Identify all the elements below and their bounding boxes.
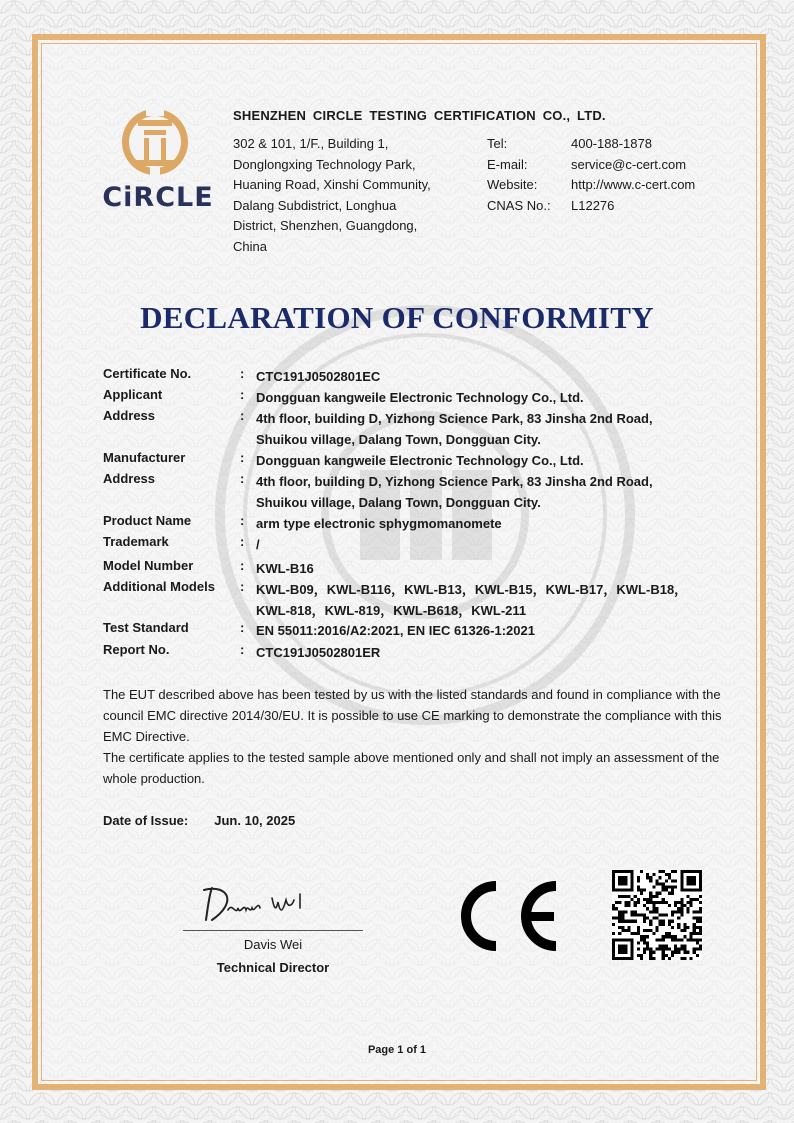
field-applicant-address	[103, 408, 653, 450]
field-product-name	[103, 513, 502, 534]
address-line: District, Shenzhen, Guangdong,	[233, 218, 418, 234]
field-label: Test Standard	[103, 620, 189, 635]
field-certificate-no	[103, 366, 380, 387]
field-value-line: EN 55011:2016/A2:2021, EN IEC 61326-1:2021	[256, 623, 535, 638]
field-label: Certificate No.	[103, 366, 192, 381]
contact-label: Tel:	[487, 136, 508, 151]
signatory-name: Davis Wei	[243, 937, 303, 952]
field-label: Manufacturer	[103, 450, 186, 465]
ce-mark-icon	[452, 880, 564, 952]
date-label: Date of Issue:	[103, 813, 189, 828]
field-label: Report No.	[103, 642, 170, 657]
field-value-line: Dongguan kangweile Electronic Technology Co., Ltd.	[256, 390, 584, 405]
field-model-number	[103, 558, 314, 579]
field-value-line: CTC191J0502801ER	[256, 645, 381, 660]
field-value-line: /	[256, 537, 260, 552]
qr-code-icon[interactable]	[612, 870, 702, 960]
compliance-statement: The EUT described above has been tested by us with the listed standards and found in compliance with the council EMC directive 2014/30/EU. It is possible to use CE marking to demonstrate the compliance with this EMC Directive.	[103, 687, 722, 744]
field-colon: :	[240, 366, 245, 381]
field-value-line: Shuikou village, Dalang Town, Dongguan City.	[256, 432, 541, 447]
field-value-line: KWL-B09，KWL-B116，KWL-B13，KWL-B15，KWL-B17，KWL-B18，	[256, 582, 688, 597]
contact-label: E-mail:	[487, 156, 528, 172]
date-value: Jun. 10, 2025	[214, 813, 296, 828]
field-value	[256, 620, 535, 641]
field-value-line: 4th floor, building D, Yizhong Science Park, 83 Jinsha 2nd Road,	[256, 411, 653, 426]
contact-email	[487, 155, 695, 176]
field-value-line: KWL-818，KWL-819，KWL-B618，KWL-211	[256, 603, 527, 618]
field-colon: :	[240, 579, 245, 594]
field-value	[256, 513, 502, 534]
field-value-line: Dongguan kangweile Electronic Technology Co., Ltd.	[256, 453, 584, 468]
field-colon: :	[240, 642, 245, 657]
field-colon: :	[240, 620, 245, 635]
field-label: Additional Models	[103, 579, 215, 594]
field-colon: :	[240, 408, 245, 423]
field-label: Address	[103, 408, 156, 423]
field-label: Model Number	[103, 558, 194, 573]
field-colon: :	[240, 387, 245, 402]
field-value-line: Shuikou village, Dalang Town, Dongguan City.	[256, 495, 541, 510]
document-title: DECLARATION OF CONFORMITY	[140, 300, 654, 335]
signature	[198, 880, 318, 928]
contact-tel	[487, 134, 695, 155]
date-of-issue	[103, 813, 295, 828]
field-colon: :	[240, 558, 245, 573]
address-line: China	[233, 238, 267, 254]
field-trademark	[103, 534, 260, 555]
field-value	[256, 471, 653, 513]
signature-line	[183, 930, 363, 931]
field-value-line: CTC191J0502801EC	[256, 369, 381, 384]
field-value	[256, 408, 653, 450]
address-line: Dalang Subdistrict, Longhua	[233, 197, 397, 213]
field-value	[256, 387, 584, 408]
logo-wordmark: CiRCLE	[102, 182, 214, 213]
company-logo	[98, 106, 218, 216]
contact-value: service@c-cert.com	[571, 156, 687, 172]
address-line: 302 & 101, 1/F., Building 1,	[233, 136, 389, 151]
company-contact	[487, 134, 695, 216]
field-report-no	[103, 642, 380, 663]
address-line: Huaning Road, Xinshi Community,	[233, 177, 431, 193]
field-value-line: KWL-B16	[256, 561, 314, 576]
field-value	[256, 642, 380, 663]
field-label: Trademark	[103, 534, 169, 549]
contact-cnas	[487, 196, 695, 217]
signatory-title: Technical Director	[216, 960, 330, 975]
field-manufacturer-address	[103, 471, 653, 513]
field-value	[256, 450, 584, 471]
field-value	[256, 366, 380, 387]
field-test-standard	[103, 620, 535, 641]
field-value	[256, 558, 314, 579]
contact-value: L12276	[571, 197, 615, 213]
field-colon: :	[240, 471, 245, 486]
contact-value: 400-188-1878	[571, 136, 652, 151]
field-colon: :	[240, 534, 245, 549]
address-line: Donglongxing Technology Park,	[233, 156, 416, 172]
field-value	[256, 534, 260, 555]
field-value	[256, 579, 687, 621]
contact-value: http://www.c-cert.com	[571, 177, 696, 193]
field-colon: :	[240, 450, 245, 465]
field-label: Product Name	[103, 513, 192, 528]
scope-statement: The certificate applies to the tested sample above mentioned only and shall not imply an assessment of the whole production.	[103, 750, 720, 786]
contact-label: Website:	[487, 177, 538, 193]
circle-logo-icon	[120, 106, 190, 184]
contact-website	[487, 175, 695, 196]
field-colon: :	[240, 513, 245, 528]
field-manufacturer	[103, 450, 584, 471]
field-value-line: 4th floor, building D, Yizhong Science Park, 83 Jinsha 2nd Road,	[256, 474, 653, 489]
contact-label: CNAS No.:	[487, 197, 551, 213]
field-value-line: arm type electronic sphygmomanomete	[256, 516, 502, 531]
company-address	[233, 134, 463, 258]
field-label: Address	[103, 471, 156, 486]
field-additional-models	[103, 579, 687, 621]
field-label: Applicant	[103, 387, 163, 402]
company-name: SHENZHEN CIRCLE TESTING CERTIFICATION CO., LTD.	[233, 108, 606, 123]
page-number: Page 1 of 1	[367, 1044, 427, 1056]
field-applicant	[103, 387, 584, 408]
